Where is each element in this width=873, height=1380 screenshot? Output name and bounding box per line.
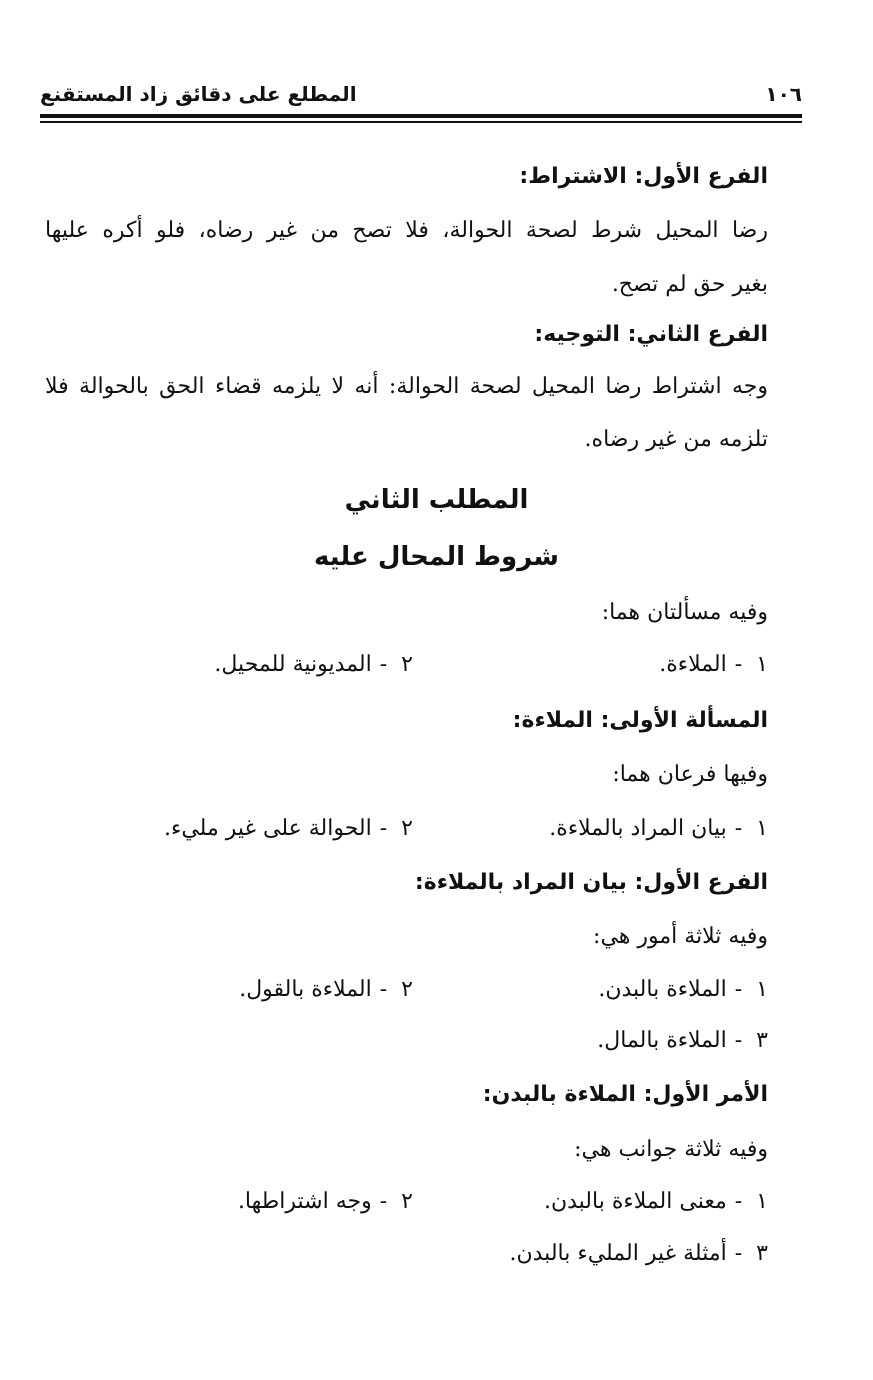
paragraph-line: رضا المحيل شرط لصحة الحوالة، فلا تصح من غير رضاه، فلو أكره عليها xyxy=(45,218,768,243)
list-text: وجه اشتراطها. xyxy=(237,1189,372,1214)
list-item: ٢-الملاءة بالقول. xyxy=(239,975,413,1005)
paragraph-line: وجه اشتراط رضا المحيل لصحة الحوالة: أنه لا يلزمه قضاء الحق بالحوالة فلا xyxy=(45,374,768,399)
list-text: أمثلة غير المليء بالبدن. xyxy=(509,1241,727,1266)
section-heading: الفرع الأول: بيان المراد بالملاءة: xyxy=(414,870,768,895)
list-item: ٢-وجه اشتراطها. xyxy=(238,1187,413,1217)
list-number: ١ xyxy=(756,977,768,1002)
list-text: بيان المراد بالملاءة. xyxy=(549,816,727,841)
paragraph-line: تلزمه من غير رضاه. xyxy=(584,427,768,452)
list-item: ١-الملاءة. xyxy=(659,650,768,680)
header-rule-thin xyxy=(40,121,802,123)
list-number: ١ xyxy=(756,816,768,841)
list-item: ١-معنى الملاءة بالبدن. xyxy=(544,1187,768,1217)
list-text: الملاءة بالبدن. xyxy=(598,977,727,1002)
section-heading: الفرع الأول: الاشتراط: xyxy=(519,164,768,189)
list-text: الحوالة على غير مليء. xyxy=(163,816,372,841)
section-heading: الأمر الأول: الملاءة بالبدن: xyxy=(482,1082,768,1107)
section-title: المطلب الثاني xyxy=(344,485,529,515)
running-title: المطلع على دقائق زاد المستقنع xyxy=(40,82,357,106)
list-item: ٢-المديونية للمحيل. xyxy=(214,650,413,680)
intro-line: وفيها فرعان هما: xyxy=(612,762,768,787)
intro-line: وفيه مسألتان هما: xyxy=(601,600,768,625)
header-rule-thick xyxy=(40,114,802,118)
list-number: ٢ xyxy=(401,652,413,677)
list-number: ١ xyxy=(756,1189,768,1214)
paragraph-line: بغير حق لم تصح. xyxy=(611,272,768,297)
list-text: الملاءة. xyxy=(659,652,727,677)
section-heading: المسألة الأولى: الملاءة: xyxy=(512,708,768,733)
page-header xyxy=(40,82,802,112)
list-number: ٢ xyxy=(401,1189,413,1214)
list-text: معنى الملاءة بالبدن. xyxy=(543,1189,727,1214)
section-subtitle: شروط المحال عليه xyxy=(314,542,559,572)
list-number: ٢ xyxy=(401,977,413,1002)
list-item: ٣-الملاءة بالمال. xyxy=(597,1026,768,1056)
list-text: المديونية للمحيل. xyxy=(214,652,372,677)
list-item: ٣-أمثلة غير المليء بالبدن. xyxy=(509,1239,768,1269)
list-item: ١-الملاءة بالبدن. xyxy=(598,975,768,1005)
section-heading: الفرع الثاني: التوجيه: xyxy=(534,322,768,347)
list-number: ٣ xyxy=(756,1028,768,1053)
intro-line: وفيه ثلاثة جوانب هي: xyxy=(574,1137,768,1162)
list-number: ٣ xyxy=(756,1241,768,1266)
list-item: ١-بيان المراد بالملاءة. xyxy=(549,814,768,844)
page-number: ١٠٦ xyxy=(765,82,802,106)
list-text: الملاءة بالمال. xyxy=(597,1028,727,1053)
list-item: ٢-الحوالة على غير مليء. xyxy=(164,814,413,844)
intro-line: وفيه ثلاثة أمور هي: xyxy=(593,924,768,949)
list-number: ١ xyxy=(756,652,768,677)
list-text: الملاءة بالقول. xyxy=(239,977,372,1002)
list-number: ٢ xyxy=(401,816,413,841)
